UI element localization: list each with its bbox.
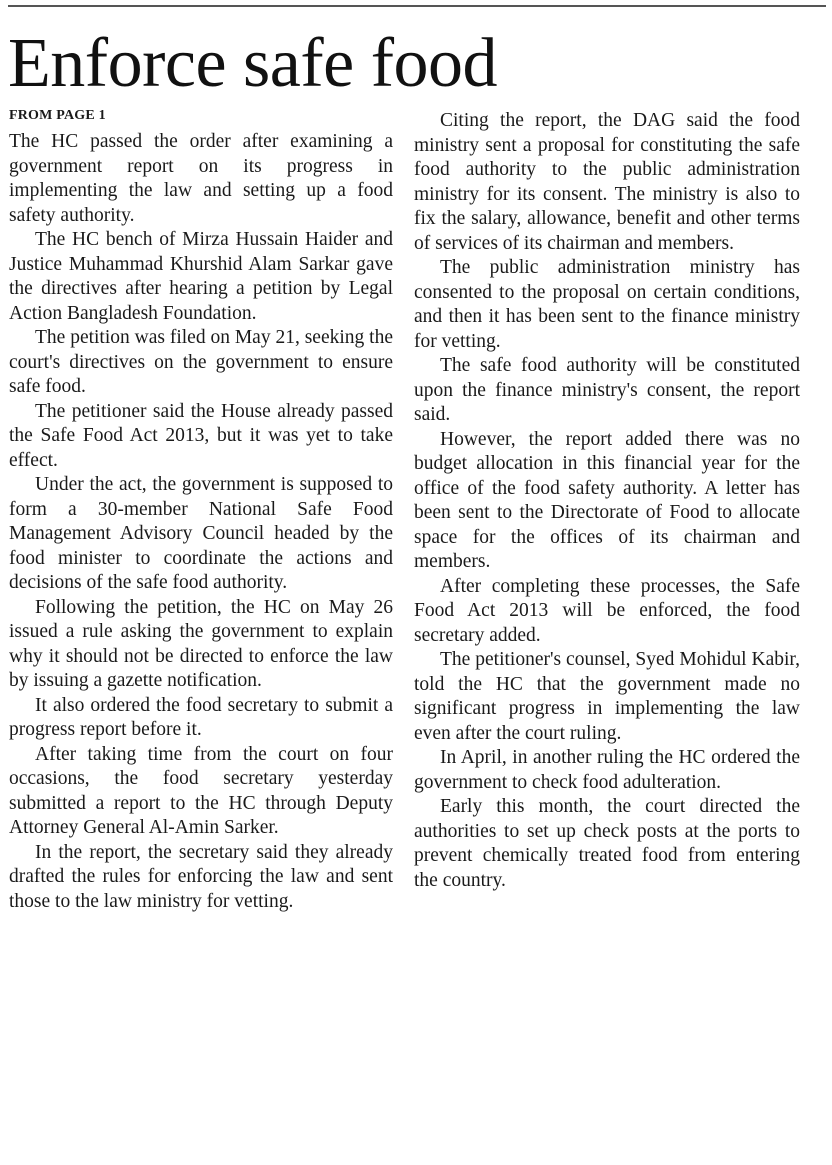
paragraph: The HC bench of Mirza Hussain Haider and Justice Muhammad Khurshid Alam Sarkar gave the directives after hearing a petition by Legal Action Bangladesh Foundation. [9, 229, 393, 324]
top-rule [8, 5, 826, 7]
paragraph: The petition was filed on May 21, seeking the court's directives on the government to ensure safe food. [9, 327, 393, 397]
paragraph: In the report, the secretary said they already drafted the rules for enforcing the law and sent those to the law ministry for vetting. [9, 841, 393, 912]
paragraph: Under the act, the government is supposed to form a 30-member National Safe Food Management Advisory Council headed by the food minister to coordinate the actions and decisions of the safe food authority. [9, 474, 393, 593]
kicker: FROM PAGE 1 [9, 108, 106, 123]
right-column [414, 109, 800, 893]
paragraph: Following the petition, the HC on May 26 issued a rule asking the government to explain why it should not be directed to enforce the law by issuing a gazette notification. [9, 596, 393, 691]
paragraph: After completing these processes, the Safe Food Act 2013 will be enforced, the food secretary added. [414, 575, 800, 646]
paragraph: However, the report added there was no budget allocation in this financial year for the office of the food safety authority. A letter has been sent to the Directorate of Food to allocate space for the offices of its chairman and members. [414, 428, 800, 572]
paragraph: After taking time from the court on four occasions, the food secretary yesterday submitted a report to the HC through Deputy Attorney General Al-Amin Sarker. [9, 743, 393, 838]
paragraph: The HC passed the order after examining a government report on its progress in implementing the law and setting up a food safety authority. [9, 131, 393, 226]
paragraph: It also ordered the food secretary to submit a progress report before it. [9, 694, 393, 740]
paragraph: The petitioner's counsel, Syed Mohidul Kabir, told the HC that the government made no significant progress in implementing the law even after the court ruling. [414, 649, 800, 744]
paragraph: The safe food authority will be constituted upon the finance ministry's consent, the report said. [414, 355, 800, 425]
paragraph: Citing the report, the DAG said the food ministry sent a proposal for constituting the safe food authority to the public administration ministry for its consent. The ministry is also to fix the salary, allowance, benefit and other terms of services of its chairman and members. [414, 110, 800, 254]
paragraph: The petitioner said the House already passed the Safe Food Act 2013, but it was yet to take effect. [9, 400, 393, 471]
paragraph: In April, in another ruling the HC ordered the government to check food adulteration. [414, 747, 800, 793]
paragraph: The public administration ministry has consented to the proposal on certain conditions, and then it has been sent to the finance ministry for vetting. [414, 257, 800, 352]
left-column [9, 106, 393, 914]
paragraph: Early this month, the court directed the authorities to set up check posts at the ports to prevent chemically treated food from entering the country. [414, 796, 800, 891]
headline: Enforce safe food [8, 25, 498, 102]
